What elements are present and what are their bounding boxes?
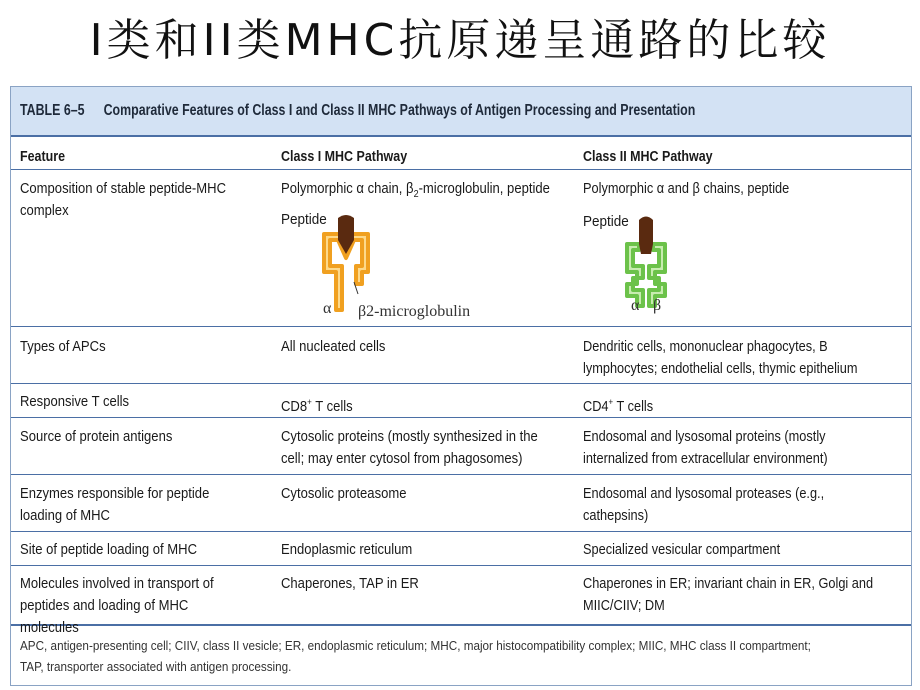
column-header-feature: Feature — [20, 149, 66, 165]
table-row — [11, 170, 911, 327]
column-header-class1: Class I MHC Pathway — [281, 149, 408, 165]
class2-cell: Polymorphic α and β chains, peptide — [583, 181, 790, 197]
class1-cell: Cytosolic proteins (mostly synthesized in the cell; may enter cytosol from phagosomes) — [281, 429, 538, 467]
feature-cell: Source of protein antigens — [20, 429, 173, 445]
class2-cell: Endosomal and lysosomal proteases (e.g., cathepsins) — [583, 486, 825, 524]
class2-beta-label: β — [653, 297, 662, 314]
class1-alpha-label: α — [323, 300, 332, 317]
class1-peptide-label: Peptide — [281, 211, 327, 228]
table-row — [11, 327, 911, 384]
table-row — [11, 418, 911, 475]
table-row — [11, 475, 911, 532]
class2-peptide — [639, 217, 653, 255]
column-header-class2: Class II MHC Pathway — [583, 149, 713, 165]
class1-cell: Cytosolic proteasome — [281, 486, 407, 502]
table-row — [11, 532, 911, 566]
class1-mhc-diagram — [316, 214, 376, 314]
feature-cell: Types of APCs — [20, 339, 106, 355]
table-title: Comparative Features of Class I and Class II MHC Pathways of Antigen Processing and Presentation — [103, 102, 696, 119]
comparison-table — [10, 86, 912, 686]
table-caption — [11, 87, 911, 137]
feature-cell: Site of peptide loading of MHC — [20, 542, 198, 558]
class1-cell: CD8+ T cells — [281, 397, 353, 415]
table-number: TABLE 6–5 — [20, 102, 85, 119]
slide-title: I类和II类MHC抗原递呈通路的比较 — [89, 15, 831, 66]
class1-cell: Endoplasmic reticulum — [281, 542, 413, 558]
feature-cell: Molecules involved in transport of peptides and loading of MHC molecules — [20, 576, 214, 636]
class2-alpha-label: α — [631, 297, 640, 314]
table-header-row — [11, 137, 911, 170]
class2-peptide-label: Peptide — [583, 213, 629, 230]
class2-cell: CD4+ T cells — [583, 397, 654, 415]
table-row — [11, 384, 911, 418]
class1-cell: All nucleated cells — [281, 339, 386, 355]
class2-cell: Specialized vesicular compartment — [583, 542, 781, 558]
feature-cell: Composition of stable peptide-MHC complex — [20, 181, 227, 219]
class2-cell: Endosomal and lysosomal proteins (mostly internalized from extracellular environment) — [583, 429, 828, 467]
table-footnote: APC, antigen-presenting cell; CIIV, class II vesicle; ER, endoplasmic reticulum; MHC, major histocompatibility complex; MIIC, MHC class II compartment; TAP, transporter associated with antigen processing. — [20, 638, 811, 674]
class2-cell: Dendritic cells, mononuclear phagocytes, B lymphocytes; endothelial cells, thymic epithelium — [583, 339, 858, 377]
class1-cell: Chaperones, TAP in ER — [281, 576, 419, 592]
table-row — [11, 566, 911, 636]
class2-mhc-diagram — [621, 214, 671, 310]
class1-b2m-label: β2-microglobulin — [358, 303, 471, 320]
class2-cell: Chaperones in ER; invariant chain in ER, Golgi and MIIC/CIIV; DM — [583, 576, 874, 614]
class1-cell: Polymorphic α chain, $\beta_2$-microglobulin, peptide — [281, 181, 550, 200]
feature-cell: Responsive T cells — [20, 394, 130, 410]
feature-cell: Enzymes responsible for peptide loading of MHC — [20, 486, 210, 524]
